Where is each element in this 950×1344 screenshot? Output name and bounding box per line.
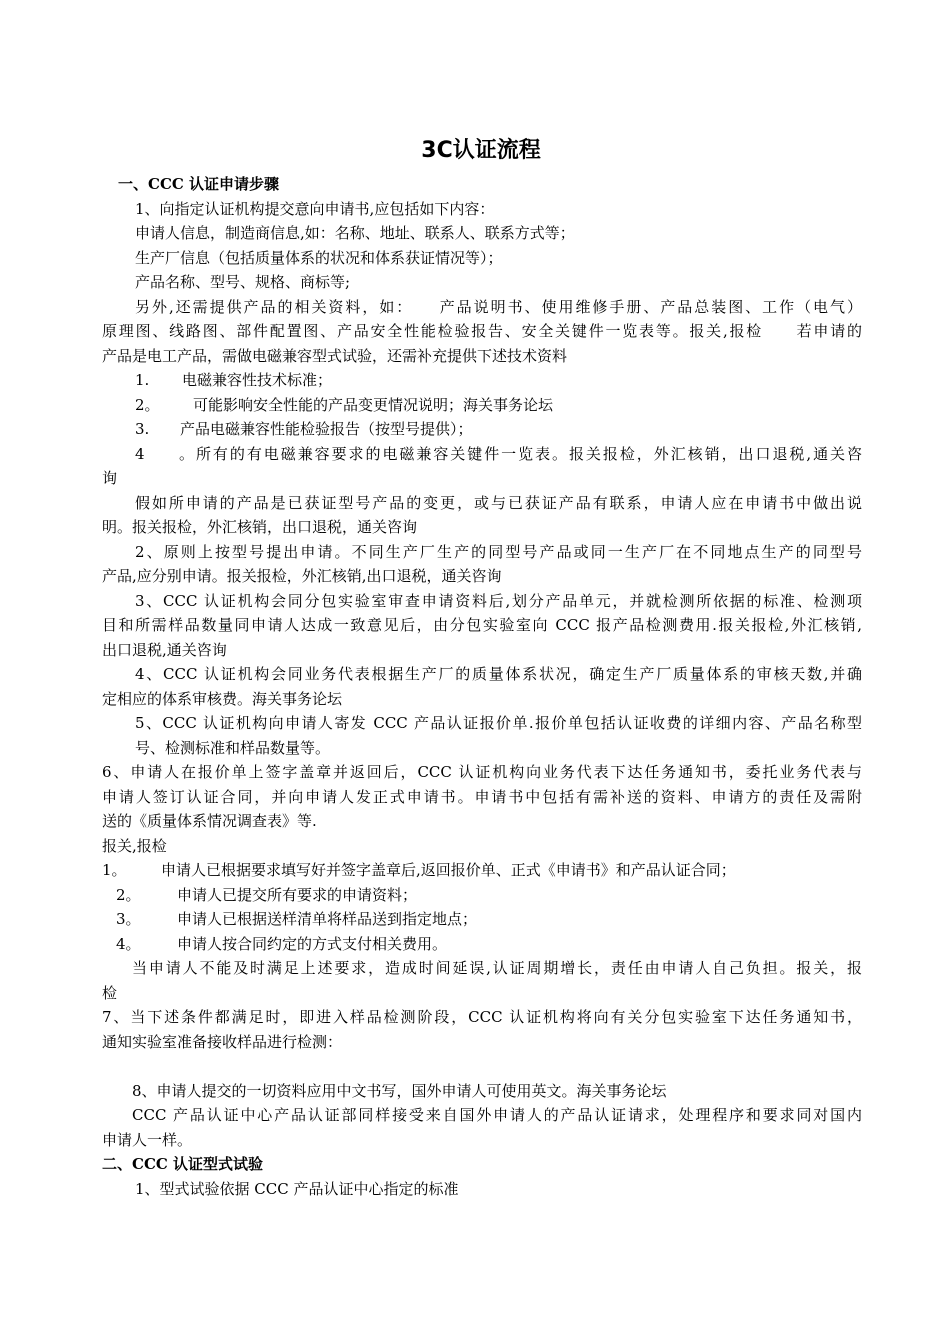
list-text: 电磁兼容性技术标准； <box>182 371 333 389</box>
paragraph-line: 产品是电工产品，需做电磁兼容型式试验，还需补充提供下述技术资料 <box>102 346 568 365</box>
paragraph-line: 号、检测标准和样品数量等。 <box>135 738 331 757</box>
list-number: 1. <box>135 371 150 389</box>
blank-line <box>102 1054 862 1079</box>
paragraph-line: 定相应的体系审核费。海关事务论坛 <box>102 689 343 708</box>
list-item <box>102 393 862 418</box>
list-number: 4。 <box>116 934 141 953</box>
paragraph-line: 2、原则上按型号提出申请。不同生产厂生产的同型号产品或同一生产厂在不同地点生产的同型号 <box>135 542 862 561</box>
list-item <box>102 883 862 908</box>
list-item <box>102 932 862 957</box>
paragraph-line: CCC 产品认证中心产品认证部同样接受来自国外申请人的产品认证请求，处理程序和要求同对国内 <box>132 1106 862 1124</box>
paragraph-line: 4、CCC 认证机构会同业务代表根据生产厂的质量体系状况，确定生产厂质量体系的审核天数,并确 <box>135 665 862 683</box>
paragraph-line: 通知实验室准备接收样品进行检测： <box>102 1032 343 1051</box>
paragraph-line: 产品名称、型号、规格、商标等; <box>135 273 351 291</box>
paragraph-line: 送的《质量体系情况调查表》等. <box>102 812 317 830</box>
paragraph-line: 询 <box>102 469 118 487</box>
list-item <box>102 442 862 467</box>
list-item <box>102 417 862 442</box>
list-number: 4。 <box>135 444 194 463</box>
list-text: 申请人已根据要求填写好并签字盖章后,返回报价单、正式《申请书》和产品认证合同； <box>161 861 736 879</box>
paragraph-line: 检 <box>102 983 118 1002</box>
list-text: 产品电磁兼容性能检验报告（按型号提供）； <box>180 420 473 438</box>
paragraph-line: 3、CCC 认证机构会同分包实验室审查申请资料后,划分产品单元，并就检测所依据的标准、检测项 <box>135 591 862 610</box>
paragraph-line: 申请人签订认证合同，并向申请人发正式申请书。申请书中包括有需补送的资料、申请方的责任及需附 <box>102 787 862 806</box>
page-title: 3C认证流程 <box>421 138 541 163</box>
list-number: 1。 <box>102 861 127 879</box>
list-number: 2。 <box>116 885 141 904</box>
paragraph-line: 原理图、线路图、部件配置图、产品安全性能检验报告、安全关键件一览表等。报关,报检 若申请的 <box>102 322 862 340</box>
list-number: 3。 <box>116 910 141 928</box>
paragraph-line: 申请人一样。 <box>102 1130 193 1149</box>
paragraph-line: 明。报关报检，外汇核销，出口退税，通关咨询 <box>102 518 418 536</box>
paragraph-line: 假如所申请的产品是已获证型号产品的变更，或与已获证产品有联系，申请人应在申请书中做出说 <box>135 493 862 512</box>
list-item <box>102 907 862 932</box>
paragraph-line: 8、申请人提交的一切资料应用中文书写，国外申请人可使用英文。海关事务论坛 <box>132 1081 667 1100</box>
paragraph-line: 目和所需样品数量同申请人达成一致意见后，由分包实验室向 CCC 报产品检测费用.报关报检,外汇核销, <box>102 616 862 634</box>
paragraph-line: 申请人信息，制造商信息,如：名称、地址、联系人、联系方式等； <box>135 224 575 242</box>
paragraph-line: 当申请人不能及时满足上述要求，造成时间延误,认证周期增长，责任由申请人自己负担。报关，报 <box>132 959 862 977</box>
list-item <box>102 858 862 883</box>
list-text: 申请人已提交所有要求的申请资料； <box>177 885 418 904</box>
paragraph-line: 1、向指定认证机构提交意向申请书,应包括如下内容： <box>135 199 495 218</box>
section-heading: 一、CCC 认证申请步骤 <box>118 175 280 193</box>
list-text: 申请人已根据送样清单将样品送到指定地点； <box>177 910 478 928</box>
paragraph-line: 报关,报检 <box>102 836 167 855</box>
paragraph-line: 生产厂信息（包括质量体系的状况和体系获证情况等）； <box>135 248 503 267</box>
paragraph-line: 另外,还需提供产品的相关资料，如： 产品说明书、使用维修手册、产品总装图、工作（电气） <box>135 297 862 316</box>
list-text: 所有的有电磁兼容要求的电磁兼容关键件一览表。报关报检，外汇核销，出口退税,通关咨 <box>194 444 862 463</box>
list-text: 申请人按合同约定的方式支付相关费用。 <box>177 934 448 953</box>
list-number: 3. <box>135 420 150 438</box>
list-text: 可能影响安全性能的产品变更情况说明；海关事务论坛 <box>193 395 554 414</box>
paragraph-line: 1、型式试验依据 CCC 产品认证中心指定的标准 <box>135 1179 459 1198</box>
paragraph-line: 7、当下述条件都满足时，即进入样品检测阶段，CCC 认证机构将向有关分包实验室下达任务通知书， <box>102 1008 862 1026</box>
document-body <box>102 172 862 1201</box>
paragraph-line: 出口退税,通关咨询 <box>102 640 227 659</box>
section-heading: 二、CCC 认证型式试验 <box>102 1155 264 1173</box>
list-item <box>102 368 862 393</box>
list-number: 2。 <box>135 395 160 414</box>
paragraph-line: 5、CCC 认证机构向申请人寄发 CCC 产品认证报价单.报价单包括认证收费的详细内容、产品名称型 <box>135 714 862 732</box>
paragraph-line: 产品,应分别申请。报关报检，外汇核销,出口退税，通关咨询 <box>102 567 502 585</box>
paragraph-line: 6、申请人在报价单上签字盖章并返回后，CCC 认证机构向业务代表下达任务通知书，委托业务代表与 <box>102 763 862 781</box>
